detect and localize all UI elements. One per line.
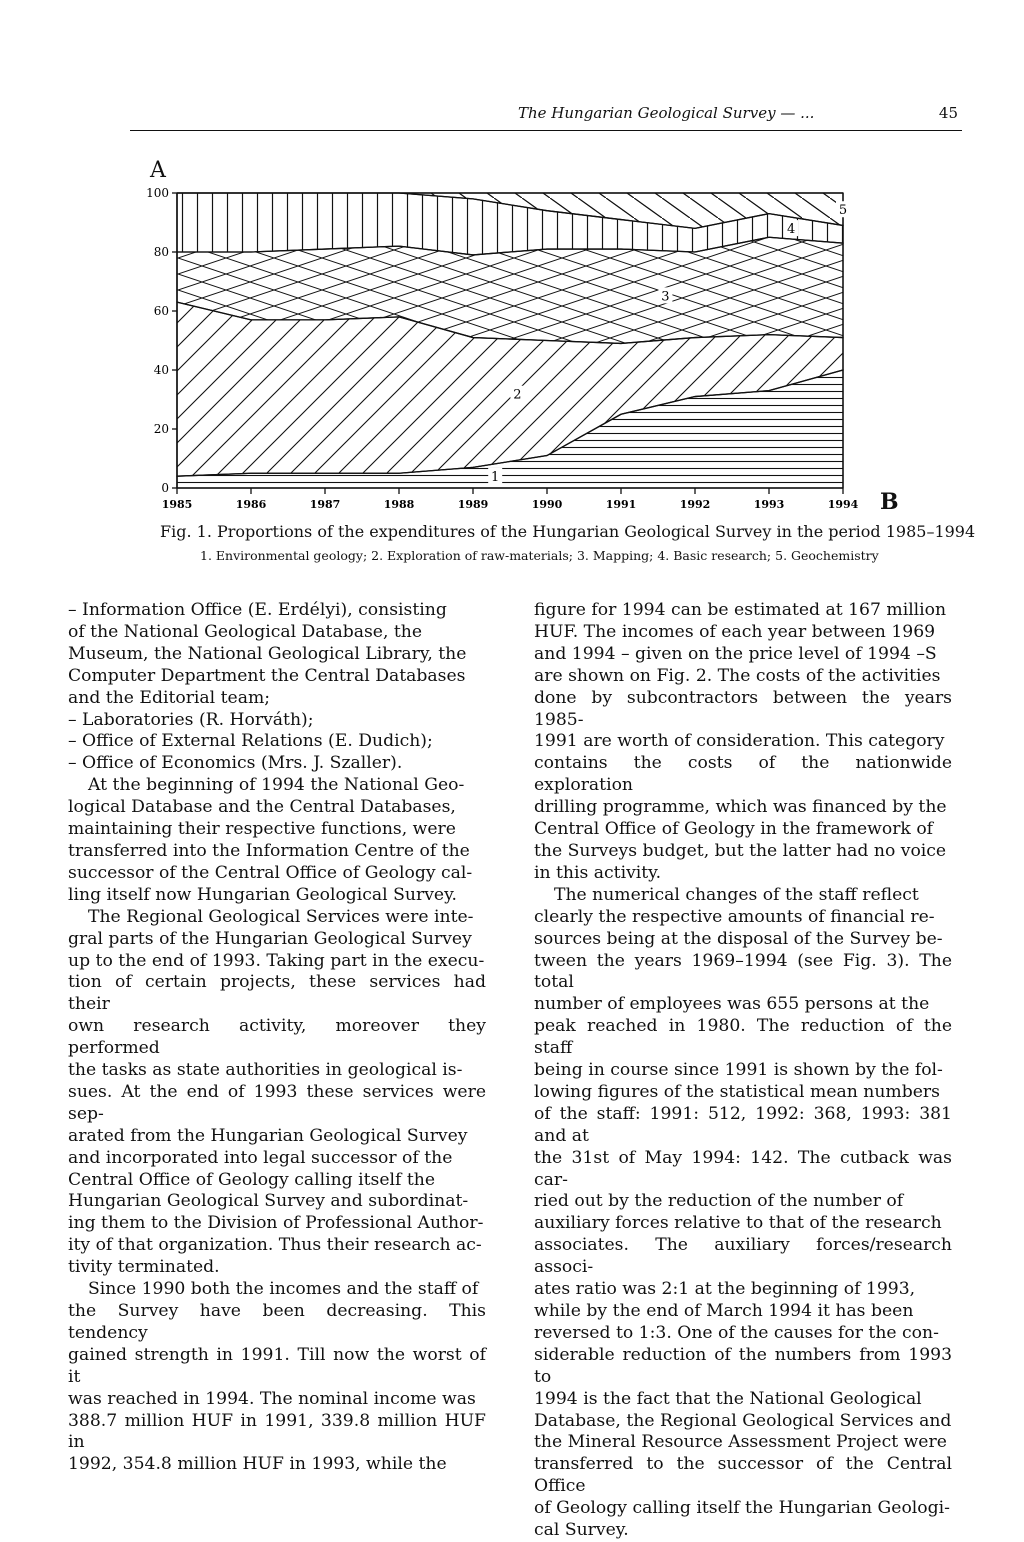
text-line: siderable reduction of the numbers from 1993 to <box>534 1344 952 1387</box>
text-line: 1992, 354.8 million HUF in 1993, while the <box>68 1454 447 1475</box>
text-line: The Regional Geological Services were inte- <box>88 906 474 927</box>
stacked-area-chart <box>130 178 880 518</box>
series-label: 5 <box>838 203 848 219</box>
text-line: – Information Office (E. Erdélyi), consisting <box>68 600 447 620</box>
text-line: ling itself now Hungarian Geological Survey. <box>68 884 457 905</box>
x-tick-label: 1989 <box>457 498 489 511</box>
text-line: of the National Geological Database, the <box>68 621 423 642</box>
text-line: in this activity. <box>534 862 662 883</box>
x-tick-label: 1993 <box>753 498 785 511</box>
text-line: successor of the Central Office of Geology cal- <box>68 862 473 883</box>
figure-legend: 1. Environmental geology; 2. Exploration of raw-materials; 3. Mapping; 4. Basic research; 5. Geochemistry <box>200 548 879 563</box>
text-line: Since 1990 both the incomes and the staff of <box>88 1279 479 1300</box>
y-tick-label: 20 <box>153 422 169 436</box>
series-label: 2 <box>513 387 522 403</box>
page-number: 45 <box>938 104 958 122</box>
panel-label-a: A <box>150 158 166 183</box>
text-line: done by subcontractors between the years 1985- <box>534 687 952 730</box>
text-line: of the staff: 1991: 512, 1992: 368, 1993: 381 and at <box>534 1103 952 1146</box>
y-tick-label: 80 <box>153 245 169 259</box>
text-line: tivity terminated. <box>68 1257 220 1278</box>
text-line: are shown on Fig. 2. The costs of the activities <box>534 665 941 686</box>
text-line: – Office of Economics (Mrs. J. Szaller). <box>68 753 403 774</box>
panel-label-b: B <box>880 489 899 515</box>
text-line: sues. At the end of 1993 these services were sep- <box>68 1081 486 1124</box>
text-line: the 31st of May 1994: 142. The cutback was car- <box>534 1147 952 1190</box>
x-tick-label: 1994 <box>827 498 859 511</box>
text-line: 1994 is the fact that the National Geological <box>534 1388 922 1409</box>
text-line: At the beginning of 1994 the National Geo- <box>88 775 465 796</box>
text-line: auxiliary forces relative to that of the research <box>534 1213 942 1234</box>
text-line: of Geology calling itself the Hungarian Geologi- <box>534 1498 950 1519</box>
text-line: associates. The auxiliary forces/research associ- <box>534 1235 952 1278</box>
text-line: arated from the Hungarian Geological Survey <box>68 1125 468 1146</box>
text-line: maintaining their respective functions, were <box>68 819 456 840</box>
text-line: Central Office of Geology in the framework of <box>534 819 934 840</box>
x-tick-label: 1988 <box>383 498 415 511</box>
y-tick-label: 0 <box>161 481 169 495</box>
text-line: and the Editorial team; <box>68 687 271 708</box>
text-line: was reached in 1994. The nominal income was <box>68 1388 476 1409</box>
x-tick-label: 1990 <box>531 498 563 511</box>
text-line: tween the years 1969–1994 (see Fig. 3). The total <box>534 950 952 993</box>
text-line: Central Office of Geology calling itself the <box>68 1169 435 1190</box>
series-label: 1 <box>491 469 500 485</box>
x-tick-label: 1987 <box>309 498 341 511</box>
text-line: peak reached in 1980. The reduction of the staff <box>534 1016 952 1059</box>
y-tick-label: 60 <box>153 304 169 318</box>
left-column <box>68 600 486 1476</box>
text-line: drilling programme, which was financed by the <box>534 797 947 818</box>
text-line: Database, the Regional Geological Services and <box>534 1410 952 1431</box>
text-line: 388.7 million HUF in 1991, 339.8 million HUF in <box>68 1410 486 1453</box>
x-tick-label: 1985 <box>161 498 193 511</box>
text-line: cal Survey. <box>534 1520 629 1541</box>
text-line: and 1994 – given on the price level of 1994 –S <box>534 643 937 664</box>
text-line: ates ratio was 2:1 at the beginning of 1993, <box>534 1279 916 1300</box>
text-line: lowing figures of the statistical mean numbers <box>534 1081 940 1102</box>
running-title: The Hungarian Geological Survey — ... <box>518 104 815 122</box>
y-tick-label: 40 <box>153 363 169 377</box>
x-tick-label: 1986 <box>235 498 267 511</box>
text-line: ried out by the reduction of the number of <box>534 1191 904 1212</box>
text-line: the Survey have been decreasing. This tendency <box>68 1301 486 1343</box>
text-line: number of employees was 655 persons at the <box>534 994 930 1015</box>
text-line: – Office of External Relations (E. Dudich); <box>68 731 433 752</box>
text-line: transferred into the Information Centre of the <box>68 840 470 861</box>
text-line: 1991 are worth of consideration. This category <box>534 731 945 752</box>
text-line: – Laboratories (R. Horváth); <box>68 709 314 730</box>
text-line: ing them to the Division of Professional Author- <box>68 1213 484 1234</box>
text-line: contains the costs of the nationwide exploration <box>534 753 952 796</box>
text-line: transferred to the successor of the Central Office <box>534 1454 952 1497</box>
text-line: up to the end of 1993. Taking part in the execu- <box>68 950 485 971</box>
y-tick-label: 100 <box>146 186 169 200</box>
text-line: The numerical changes of the staff reflect <box>554 884 919 905</box>
text-line: sources being at the disposal of the Survey be- <box>534 928 943 949</box>
text-line: own research activity, moreover they performed <box>68 1016 486 1059</box>
text-line: gral parts of the Hungarian Geological Survey <box>68 928 472 949</box>
text-line: the Mineral Resource Assessment Project were <box>534 1432 947 1453</box>
text-line: reversed to 1:3. One of the causes for the con- <box>534 1322 939 1343</box>
running-head <box>130 100 962 131</box>
x-tick-label: 1991 <box>605 498 637 511</box>
series-label: 3 <box>661 289 670 305</box>
text-line: Museum, the National Geological Library, the <box>68 643 467 664</box>
text-line: the Surveys budget, but the latter had no voice <box>534 840 947 861</box>
x-tick-label: 1992 <box>679 498 711 511</box>
text-line: while by the end of March 1994 it has been <box>534 1301 914 1321</box>
text-line: gained strength in 1991. Till now the worst of it <box>68 1344 486 1387</box>
right-column <box>534 600 952 1542</box>
text-line: tion of certain projects, these services had their <box>68 972 486 1015</box>
text-line: and incorporated into legal successor of the <box>68 1147 453 1168</box>
text-line: clearly the respective amounts of financial re- <box>534 906 935 927</box>
text-line: Hungarian Geological Survey and subordinat- <box>68 1191 469 1212</box>
series-label: 4 <box>787 222 796 238</box>
text-line: HUF. The incomes of each year between 1969 <box>534 621 936 642</box>
text-line: figure for 1994 can be estimated at 167 million <box>534 600 947 620</box>
text-line: being in course since 1991 is shown by the fol- <box>534 1060 943 1081</box>
text-line: Computer Department the Central Databases <box>68 665 466 686</box>
text-line: the tasks as state authorities in geological is- <box>68 1060 463 1081</box>
text-line: ity of that organization. Thus their research ac- <box>68 1235 482 1256</box>
figure-caption: Fig. 1. Proportions of the expenditures of the Hungarian Geological Survey in the period 1985–1994 <box>160 522 976 541</box>
text-line: logical Database and the Central Databases, <box>68 797 456 818</box>
